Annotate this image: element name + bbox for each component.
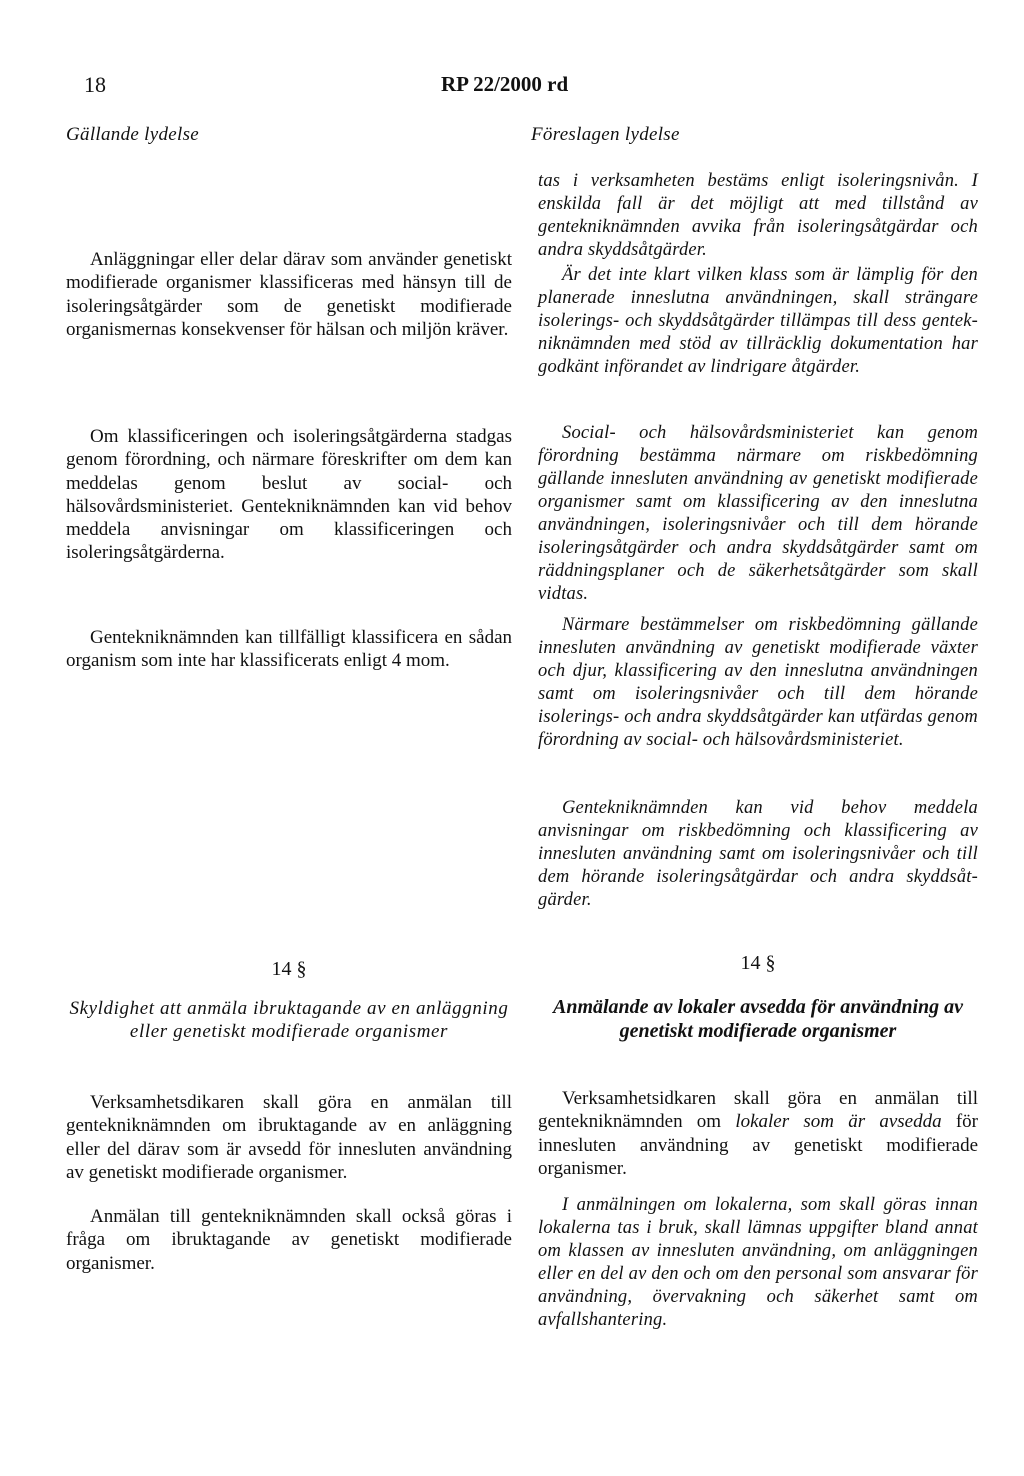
paragraph: Anläggningar eller delar därav som använder genetiskt modifierade organismer klassificeras med hänsyn till de isoleringsåtgärder som de genetiskt modifierade organismernas konsekvenser för hälsan och miljön kräver. — [66, 249, 512, 340]
section-title: Anmälande av lokaler avsedda för användning av genetiskt modifierade organismer — [552, 996, 963, 1042]
paragraph: tas i verksamheten bestäms enligt isoleringsnivån. I enskilda fall är det möjligt att med tillstånd av gentekniknämnden avvika från isoleringsåtgärdar och andra skyddsåtgärder. — [538, 171, 978, 260]
left-column-heading: Gällande lydelse — [66, 124, 200, 145]
paragraph: I anmälningen om lokalerna, som skall göras innan lokalerna tas i bruk, skall lämnas uppgifter bland annat om klassen av innesluten användning, om anläggningen eller en del av den och om den personal som ansvarar för användning, övervakning och säkerhet samt om avfallshantering. — [538, 1195, 978, 1330]
paragraph: Är det inte klart vilken klass som är lämplig för den planerade inneslutna användningen, skall strängare isolerings- och skyddsåtgärder tillämpas till dess gentek-niknämnden med stöd av tillräcklig dokumentation har godkänt införandet av lindrigare åtgärder. — [538, 265, 978, 377]
section-number: 14 § — [740, 952, 776, 974]
section-number: 14 § — [271, 958, 307, 980]
paragraph: Gentekniknämnden kan vid behov meddela anvisningar om riskbedömning och klassificering av innesluten användning samt om isoleringsnivåer och till dem hörande isoleringsåtgärdar och andra skyddsåt-gärder. — [538, 798, 978, 910]
paragraph-text: Verksamhetsidkaren skall göra en anmälan till gentekniknämnden om — [538, 1088, 978, 1133]
section-title: Skyldighet att anmäla ibruktagande av en anläggning eller genetiskt modifierade organismer — [69, 998, 509, 1042]
paragraph: Anmälan till gentekniknämnden skall också göras i fråga om ibruktagande av genetiskt modifierade organismer. — [66, 1206, 512, 1274]
emphasized-text: lokaler som är avsedda — [735, 1111, 942, 1133]
page-number: 18 — [84, 72, 106, 97]
paragraph: Gentekniknämnden kan tillfälligt klassificera en sådan organism som inte har klassificerats enligt 4 mom. — [66, 627, 512, 672]
paragraph: Närmare bestämmelser om riskbedömning gällande innesluten användning av genetiskt modifierade växter och djur, klassificering av den inneslutna användningen samt om isoleringsnivåer och till dem hörande isolerings- och andra skyddsåtgärder kan utfärdas genom förordning av social- och hälsovårdsministeriet. — [538, 615, 978, 750]
paragraph-text: för innesluten användning av genetiskt modifierade organismer. — [538, 1111, 978, 1179]
right-column-heading: Föreslagen lydelse — [531, 124, 680, 145]
paragraph: Verksamhetsdikaren skall göra en anmälan till gentekniknämnden om ibruktagande av en anläggning eller del därav som är avsedd för innesluten användning av genetiskt modifierade organismer. — [66, 1092, 512, 1183]
paragraph — [538, 1087, 978, 1180]
paragraph: Om klassificeringen och isoleringsåtgärderna stadgas genom förordning, och närmare föreskrifter om dem kan meddelas genom beslut av social- och hälsovårdsministeriet. Gentekniknämnden kan vid behov meddela anvisningar om klassificeringen och isoleringsåtgärderna. — [66, 426, 512, 564]
document-id: RP 22/2000 rd — [441, 72, 569, 96]
paragraph: Social- och hälsovårdsministeriet kan genom förordning bestämma närmare om riskbedömning gällande innesluten användning av genetiskt modifierade organismer samt om klassificering av den inneslutna användningen, isoleringsnivåer och till dem hörande isoleringsåtgärder och andra skyddsåtgärder samt om räddningsplaner och de säkerhetsåtgärder som skall vidtas. — [538, 423, 978, 604]
